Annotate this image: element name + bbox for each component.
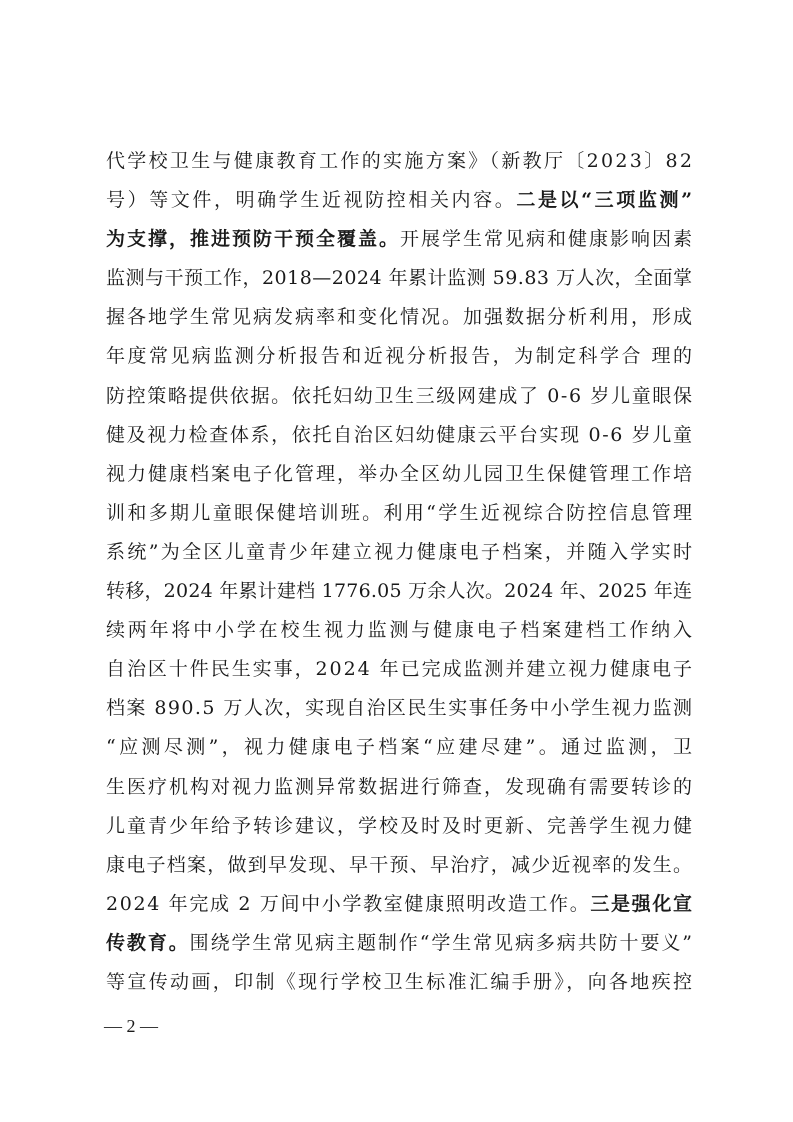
- text-line: [106, 689, 692, 728]
- text-line: [106, 807, 692, 846]
- text-line: [106, 181, 695, 220]
- text-line: [106, 611, 695, 650]
- text-run: 监测与干预工作，2018—2024 年累计监测 59.83 万人次，全面掌: [106, 267, 693, 290]
- text-run: 转移，2024 年累计建档 1776.05 万余人次。2024 年、2025 年连: [106, 580, 693, 603]
- text-run: 防控策略提供依据。依托妇幼卫生三级网建成了 0-6 岁儿童眼保: [106, 384, 694, 407]
- text-line: [106, 650, 692, 689]
- text-run: 档案 890.5 万人次，实现自治区民生实事任务中小学生视力监测: [106, 697, 694, 720]
- text-run: “应测尽测”，视力健康电子档案“应建尽建”。通过监测，卫: [106, 736, 696, 759]
- text-line: [106, 846, 692, 885]
- text-run: 生医疗机构对视力监测异常数据进行筛查，发现确有需要转诊的: [106, 775, 694, 798]
- bold-text-run: 传教育。: [106, 931, 190, 954]
- text-line: [106, 455, 692, 494]
- text-line: [106, 494, 695, 533]
- body-text: [106, 142, 696, 1002]
- text-line: [106, 572, 692, 611]
- text-run: 号）等文件，明确学生近视防控相关内容。: [106, 189, 517, 212]
- text-run: 视力健康档案电子化管理，举办全区幼儿园卫生保健管理工作培: [106, 462, 694, 485]
- text-run: 2024 年完成 2 万间中小学教室健康照明改造工作。: [106, 892, 591, 915]
- text-run: 开展学生常见病和健康影响因素: [400, 228, 694, 251]
- text-line: [106, 924, 692, 963]
- text-run: 儿童青少年给予转诊建议，学校及时及时更新、完善学生视力健: [106, 814, 694, 837]
- bold-text-run: 为支撑，推进预防干预全覆盖。: [106, 228, 400, 251]
- text-line: [106, 728, 696, 767]
- text-line: [106, 337, 695, 376]
- text-run: 围绕学生常见病主题制作“学生常见病多病共防十要义”: [189, 931, 694, 954]
- text-line: [106, 963, 695, 1002]
- text-line: [106, 533, 695, 572]
- text-line: [106, 885, 692, 924]
- text-line: [106, 377, 692, 416]
- text-run: 代学校卫生与健康教育工作的实施方案》（新教厅〔2023〕82: [106, 150, 695, 172]
- text-run: 年度常见病监测分析报告和近视分析报告，为制定科学合 理的: [106, 345, 695, 368]
- text-line: [106, 142, 695, 181]
- bold-text-run: 二是以“三项监测”: [516, 189, 695, 212]
- bold-text-run: 三是强化宣: [590, 892, 694, 915]
- text-run: 健及视力检查体系，依托自治区妇幼健康云平台实现 0-6 岁儿童: [106, 423, 694, 446]
- text-run: 训和多期儿童眼保健培训班。利用“学生近视综合防控信息管理: [106, 501, 695, 524]
- text-line: [106, 416, 692, 455]
- text-line: [106, 259, 692, 298]
- text-line: [106, 220, 692, 259]
- text-run: 系统”为全区儿童青少年建立视力健康电子档案，并随入学实时: [106, 540, 695, 563]
- text-run: 康电子档案，做到早发现、早干预、早治疗，减少近视率的发生。: [106, 853, 694, 876]
- text-run: 握各地学生常见病发病率和变化情况。加强数据分析利用，形成: [106, 306, 694, 329]
- text-line: [106, 298, 692, 337]
- page-number: — 2 —: [104, 1016, 158, 1036]
- text-run: 续两年将中小学在校生视力监测与健康电子档案建档工作纳入: [106, 619, 695, 642]
- text-line: [106, 768, 692, 807]
- text-run: 等宣传动画，印制《现行学校卫生标准汇编手册》，向各地疾控: [106, 970, 695, 993]
- text-run: 自治区十件民生实事，2024 年已完成监测并建立视力健康电子: [106, 658, 694, 681]
